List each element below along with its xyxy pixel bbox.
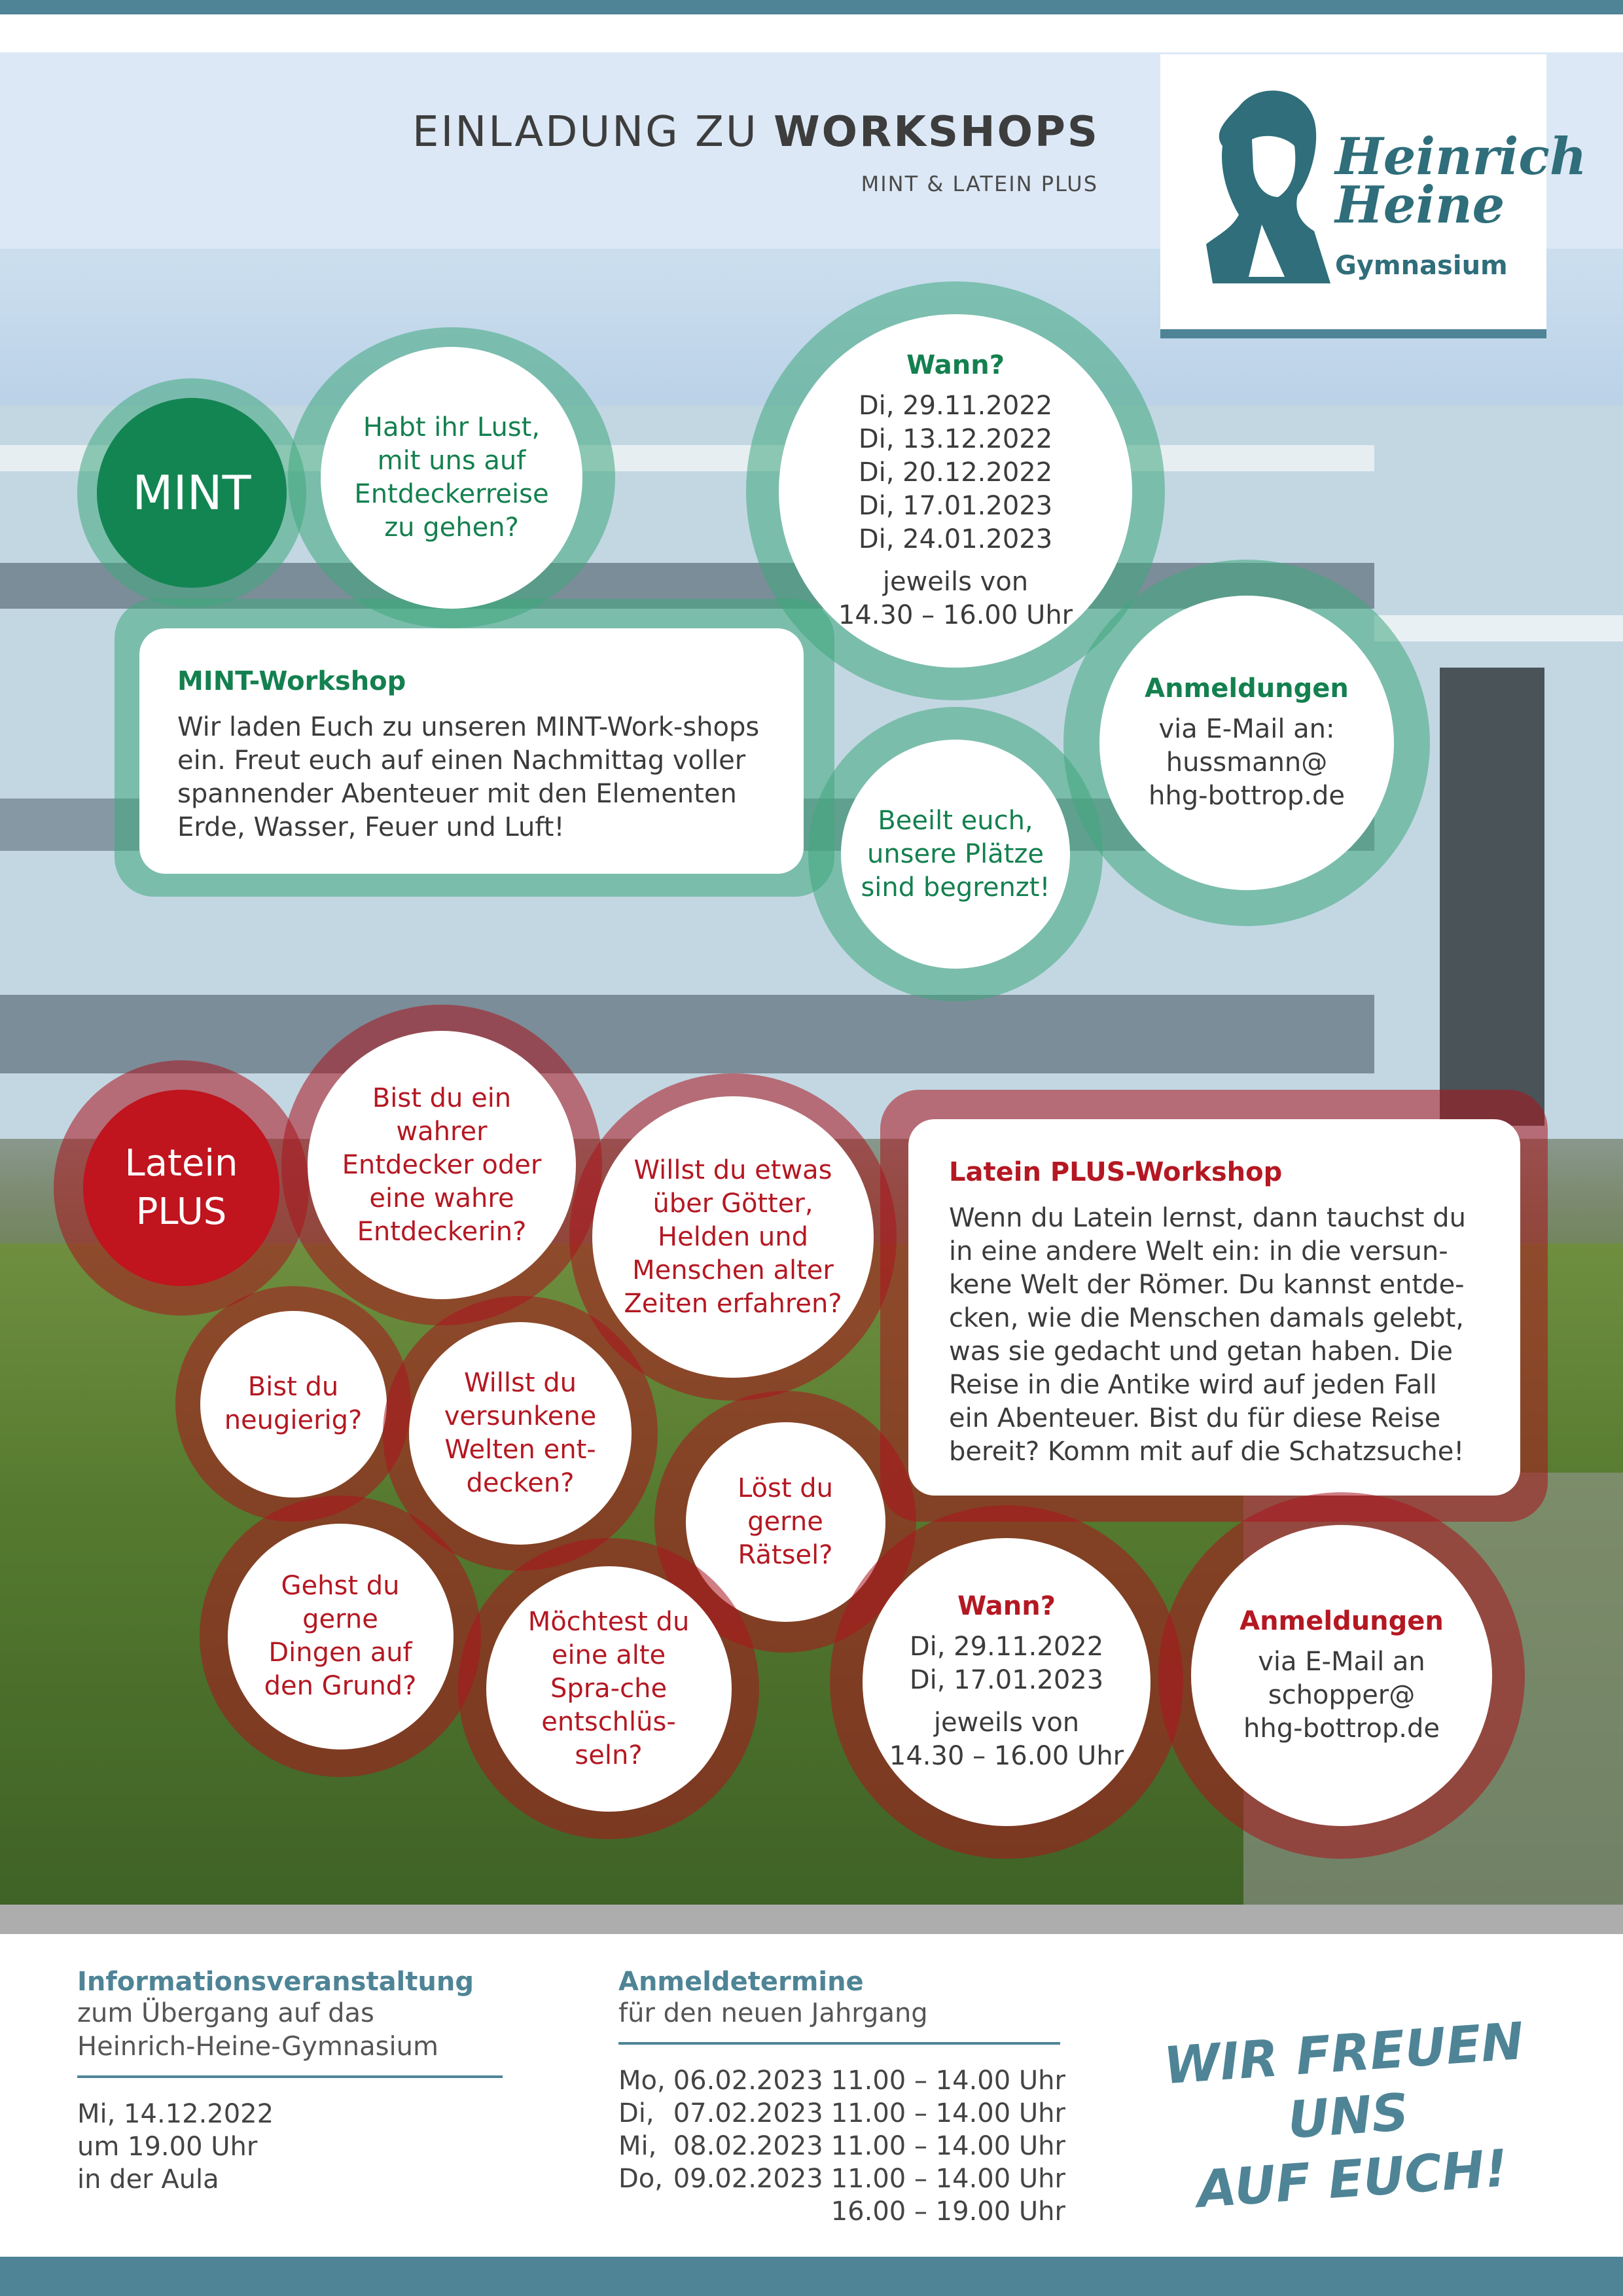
info-event <box>77 1967 503 2196</box>
info-event-date: Mi, 14.12.2022 <box>77 2099 274 2129</box>
mint-registration-heading: Anmeldungen <box>1145 673 1349 704</box>
page-title: EINLADUNG ZU WORKSHOPS <box>412 108 1099 156</box>
table-row <box>615 2195 1069 2228</box>
mint-question: Habt ihr Lust, mit uns auf Entdeckerreise zu gehen? <box>321 347 582 609</box>
latein-registration-heading: Anmeldungen <box>1240 1605 1444 1636</box>
mint-when-heading: Wann? <box>906 350 1005 380</box>
row-time: 11.00 – 14.00 Uhr <box>830 2131 1065 2161</box>
registration-dates-sub: für den neuen Jahrgang <box>618 1998 928 2028</box>
page-subtitle: MINT & LATEIN PLUS <box>861 171 1098 196</box>
logo-heine: Heine <box>1335 175 1505 235</box>
latein-registration-email2: hhg-bottrop.de <box>1243 1713 1440 1744</box>
latein-time-2: 14.30 – 16.00 Uhr <box>889 1741 1124 1771</box>
info-event-divider <box>77 2075 503 2078</box>
latein-registration <box>1191 1525 1492 1826</box>
school-logo <box>1160 54 1587 338</box>
slogan-line2: AUF EUCH! <box>1195 2139 1510 2220</box>
registration-dates-divider <box>618 2042 1060 2045</box>
latein-date-2: Di, 17.01.2023 <box>909 1665 1104 1695</box>
gray-band <box>0 1905 1623 1934</box>
mint-date-4: Di, 17.01.2023 <box>858 490 1053 521</box>
row-day <box>615 2195 669 2228</box>
latein-date-1: Di, 29.11.2022 <box>909 1632 1104 1662</box>
info-event-place: in der Aula <box>77 2164 219 2195</box>
row-day: Di, <box>618 2098 654 2128</box>
latein-question-5: Löst du gerne Rätsel? <box>686 1422 885 1622</box>
row-date: 08.02.2023 <box>673 2131 823 2161</box>
logo-gymnasium: Gymnasium <box>1335 251 1508 281</box>
mint-time-1: jeweils von <box>882 566 1029 597</box>
info-event-time: um 19.00 Uhr <box>77 2132 258 2162</box>
row-date: 06.02.2023 <box>673 2066 823 2096</box>
latein-label-line2: PLUS <box>135 1191 227 1233</box>
mint-hurry: Beeilt euch, unsere Plätze sind begrenzt! <box>841 740 1070 969</box>
mint-when <box>779 314 1132 668</box>
row-time: 11.00 – 14.00 Uhr <box>830 2098 1065 2128</box>
row-time: 11.00 – 14.00 Uhr <box>830 2164 1065 2194</box>
info-event-sub2: Heinrich-Heine-Gymnasium <box>77 2032 438 2062</box>
table-row <box>615 2162 1069 2195</box>
latein-q3-ring <box>175 1286 411 1522</box>
table-row <box>615 2130 1069 2162</box>
latein-label <box>83 1090 279 1286</box>
registration-dates-table <box>615 2064 1069 2228</box>
row-day: Do, <box>618 2164 663 2194</box>
latein-q1-ring <box>281 1005 602 1325</box>
latein-question-4: Willst du versunkene Welten ent-decken? <box>409 1322 632 1545</box>
latein-q7-ring <box>458 1538 759 1839</box>
mint-label-ring <box>77 378 306 607</box>
mint-date-3: Di, 20.12.2022 <box>858 457 1053 488</box>
slogan-line1: WIR FREUEN UNS <box>1162 2012 1526 2151</box>
latein-workshop-box <box>908 1119 1520 1496</box>
latein-when-ring <box>830 1505 1183 1859</box>
mint-date-5: Di, 24.01.2023 <box>858 524 1053 554</box>
latein-q6-ring <box>200 1496 481 1777</box>
row-day: Mo, <box>618 2066 666 2096</box>
bottom-bar <box>0 2257 1623 2296</box>
latein-question-2: Willst du etwas über Götter, Helden und Menschen alter Zeiten erfahren? <box>592 1096 874 1378</box>
registration-dates <box>618 1967 1065 2228</box>
latein-question-7: Möchtest du eine alte Spra-che entschlüs-seln? <box>486 1566 732 1812</box>
row-date: 09.02.2023 <box>673 2164 823 2194</box>
latein-registration-email1: schopper@ <box>1268 1679 1416 1710</box>
latein-label-line1: Latein <box>124 1142 238 1185</box>
registration-dates-heading: Anmeldetermine <box>618 1967 864 1997</box>
latein-when-heading: Wann? <box>957 1591 1056 1621</box>
mint-registration-ring <box>1063 560 1430 926</box>
logo-heinrich: Heinrich <box>1335 127 1587 187</box>
row-date <box>669 2195 827 2228</box>
table-row <box>615 2064 1069 2097</box>
info-event-heading: Informationsveranstaltung <box>77 1967 474 1997</box>
latein-workshop-heading: Latein PLUS-Workshop <box>949 1157 1283 1187</box>
latein-label-ring <box>54 1060 309 1316</box>
mint-registration-line1: via E-Mail an: <box>1158 713 1335 744</box>
mint-workshop-text: Wir laden Euch zu unseren MINT-Work-shops ein. Freut euch auf einen Nachmittag voller spannender Abenteuer mit den Elementen Erde, Wasser, Feuer und Luft! <box>177 712 760 842</box>
portrait-icon <box>1200 81 1330 283</box>
top-bar <box>0 0 1623 14</box>
table-row <box>615 2097 1069 2130</box>
info-event-sub1: zum Übergang auf das <box>77 1998 374 2028</box>
mint-hurry-ring <box>808 707 1103 1001</box>
row-time: 11.00 – 14.00 Uhr <box>830 2066 1065 2096</box>
latein-time-1: jeweils von <box>933 1708 1080 1738</box>
mint-label: MINT <box>97 398 287 588</box>
mint-workshop-heading: MINT-Workshop <box>177 666 406 696</box>
latein-question-6: Gehst du gerne Dingen auf den Grund? <box>228 1524 454 1749</box>
mint-registration <box>1099 596 1394 890</box>
latein-question-3: Bist du neugierig? <box>200 1311 387 1498</box>
row-time: 16.00 – 19.00 Uhr <box>830 2197 1065 2227</box>
row-day: Mi, <box>618 2131 657 2161</box>
mint-date-2: Di, 13.12.2022 <box>858 423 1053 454</box>
mint-time-2: 14.30 – 16.00 Uhr <box>838 600 1073 630</box>
mint-workshop-box <box>139 628 804 874</box>
latein-when <box>863 1538 1150 1826</box>
latein-question-1: Bist du ein wahrer Entdecker oder eine wahre Entdeckerin? <box>308 1031 576 1299</box>
mint-date-1: Di, 29.11.2022 <box>858 390 1053 421</box>
latein-workshop-text: Wenn du Latein lernst, dann tauchst du in eine andere Welt ein: in die versun-kene Welt der Römer. Du kannst entde-cken, wie die Menschen damals gelebt, was sie gedacht und getan haben. Die Reise in die Antike wird auf jeden Fall ein Abenteuer. Bist du für diese Reise bereit? Komm mit auf die Schatzsuche! <box>949 1203 1466 1467</box>
mint-question-ring <box>288 327 615 628</box>
row-date: 07.02.2023 <box>673 2098 823 2128</box>
latein-registration-line1: via E-Mail an <box>1258 1646 1425 1677</box>
latein-registration-ring <box>1158 1492 1525 1859</box>
slogan <box>1133 2008 1564 2225</box>
mint-registration-email2: hhg-bottrop.de <box>1149 780 1345 811</box>
mint-registration-email1: hussmann@ <box>1166 747 1328 778</box>
